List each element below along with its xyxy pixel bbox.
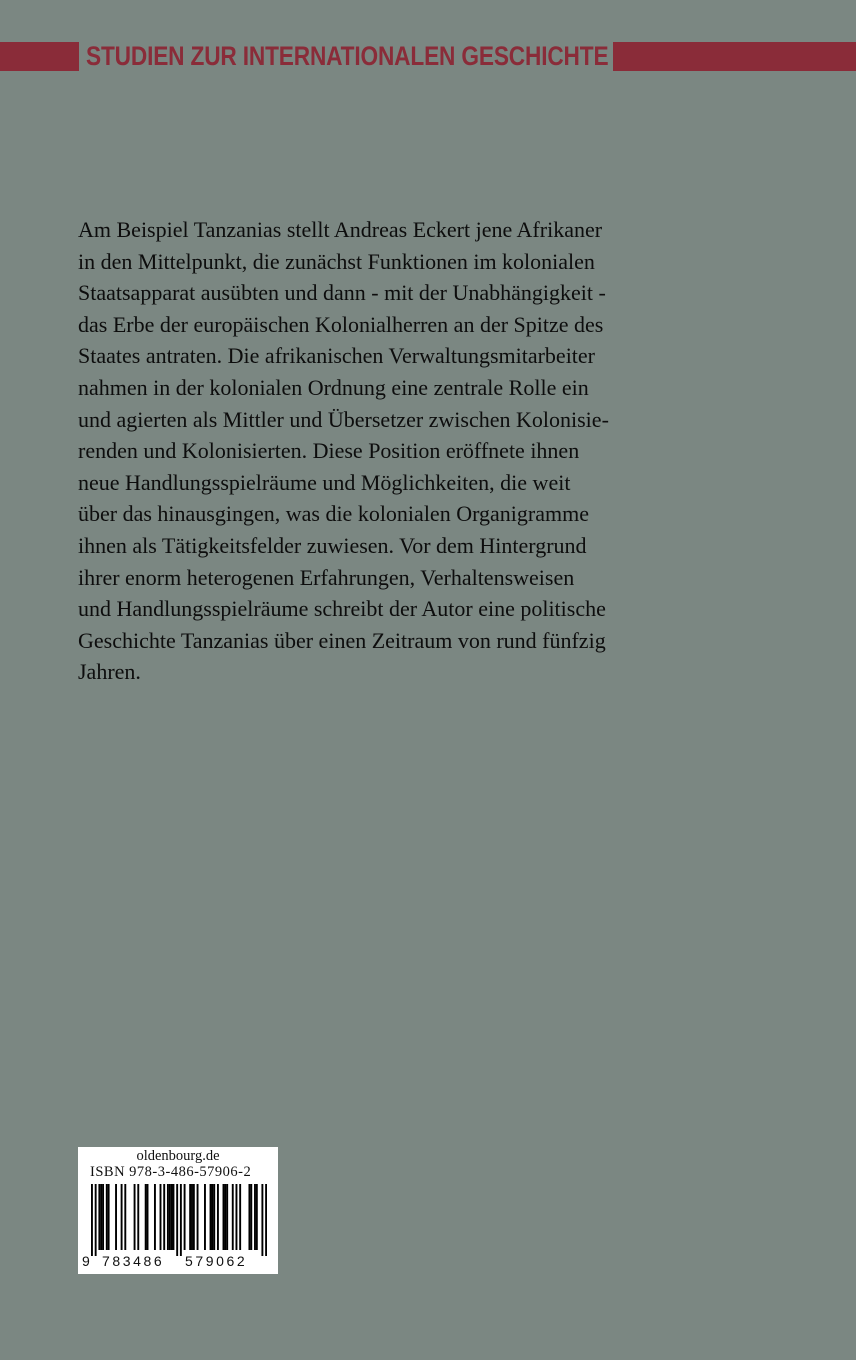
description-line: das Erbe der europäischen Kolonialherren an der Spitze des	[78, 311, 604, 337]
description-line: Jahren.	[78, 659, 141, 685]
barcode-bar	[256, 1184, 258, 1250]
barcode-bar	[145, 1184, 147, 1250]
barcode-bar	[197, 1184, 199, 1250]
description-line: und agierten als Mittler und Übersetzer zwischen Kolonisie-	[78, 406, 609, 432]
barcode-bar	[261, 1184, 263, 1256]
barcode-bars-icon	[91, 1184, 267, 1256]
barcode-bar	[210, 1184, 212, 1250]
barcode-left-group: 783486	[102, 1253, 165, 1269]
barcode-bar	[95, 1184, 97, 1256]
barcode-bar	[250, 1184, 252, 1250]
barcode-bar	[115, 1184, 117, 1250]
series-band	[0, 42, 856, 71]
description-line: und Handlungsspielräume schreibt der Autor eine politische	[78, 596, 606, 622]
barcode-bar	[189, 1184, 191, 1250]
barcode-bar	[213, 1184, 215, 1250]
series-band-right-bar	[613, 42, 856, 71]
barcode-bar	[191, 1184, 193, 1250]
barcode-bar	[137, 1184, 139, 1250]
barcode-bar	[160, 1184, 162, 1250]
barcode-bar	[173, 1184, 175, 1250]
barcode-bar	[121, 1184, 123, 1250]
barcode-bar	[98, 1184, 100, 1250]
description-line: ihrer enorm heterogenen Erfahrungen, Verhaltensweisen	[78, 564, 575, 590]
book-description	[78, 214, 668, 688]
barcode-bar	[100, 1184, 102, 1250]
publisher-url: oldenbourg.de	[136, 1148, 220, 1164]
barcode-bar	[171, 1184, 173, 1250]
description-line: Geschichte Tanzanias über einen Zeitraum von rund fünfzig	[78, 627, 606, 653]
barcode-bar	[167, 1184, 169, 1250]
barcode-bar	[226, 1184, 228, 1250]
description-line: über das hinausgingen, was die kolonialen Organigramme	[78, 501, 589, 527]
barcode-bar	[124, 1184, 126, 1250]
barcode-bar	[217, 1184, 219, 1250]
barcode-bar	[265, 1184, 267, 1256]
barcode-bar	[176, 1184, 178, 1256]
barcode-bar	[223, 1184, 225, 1250]
barcode-bar	[108, 1184, 110, 1250]
barcode-bar	[239, 1184, 241, 1250]
barcode-bar	[204, 1184, 206, 1250]
barcode-bar	[248, 1184, 250, 1250]
barcode-bar	[169, 1184, 171, 1250]
barcode-bar	[163, 1184, 165, 1250]
barcode-bar	[184, 1184, 186, 1250]
description-line: renden und Kolonisierten. Diese Position eröffnete ihnen	[78, 438, 580, 464]
description-line: neue Handlungsspielräume und Möglichkeiten, die weit	[78, 469, 571, 495]
barcode-bar	[232, 1184, 234, 1250]
barcode-bar	[106, 1184, 108, 1250]
barcode-bar	[224, 1184, 226, 1250]
description-line: ihnen als Tätigkeitsfelder zuwiesen. Vor dem Hintergrund	[78, 532, 587, 558]
series-band-left-bar	[0, 42, 79, 71]
isbn-number: ISBN 978-3-486-57906-2	[90, 1164, 252, 1180]
description-line: Staatsapparat ausübten und dann - mit der Unabhängigkeit -	[78, 280, 606, 306]
barcode-label	[78, 1147, 278, 1274]
barcode-bar	[211, 1184, 213, 1250]
barcode-right-group: 579062	[185, 1253, 248, 1269]
barcode-bar	[180, 1184, 182, 1256]
description-line: nahmen in der kolonialen Ordnung eine zentrale Rolle ein	[78, 374, 589, 400]
barcode-bar	[236, 1184, 238, 1250]
series-title: STUDIEN ZUR INTERNATIONALEN GESCHICHTE	[86, 41, 609, 71]
barcode-bar	[254, 1184, 256, 1250]
description-line: in den Mittelpunkt, die zunächst Funktionen im kolonialen	[78, 248, 595, 274]
barcode-bar	[193, 1184, 195, 1250]
barcode-bar	[134, 1184, 136, 1250]
barcode-bar	[102, 1184, 104, 1250]
barcode-bar	[91, 1184, 93, 1256]
description-line: Am Beispiel Tanzanias stellt Andreas Eckert jene Afrikaner	[78, 217, 603, 242]
barcode-first-digit: 9	[82, 1253, 90, 1269]
description-line: Staates antraten. Die afrikanischen Verwaltungsmitarbeiter	[78, 343, 596, 369]
barcode-bar	[154, 1184, 156, 1250]
barcode-bar	[147, 1184, 149, 1250]
